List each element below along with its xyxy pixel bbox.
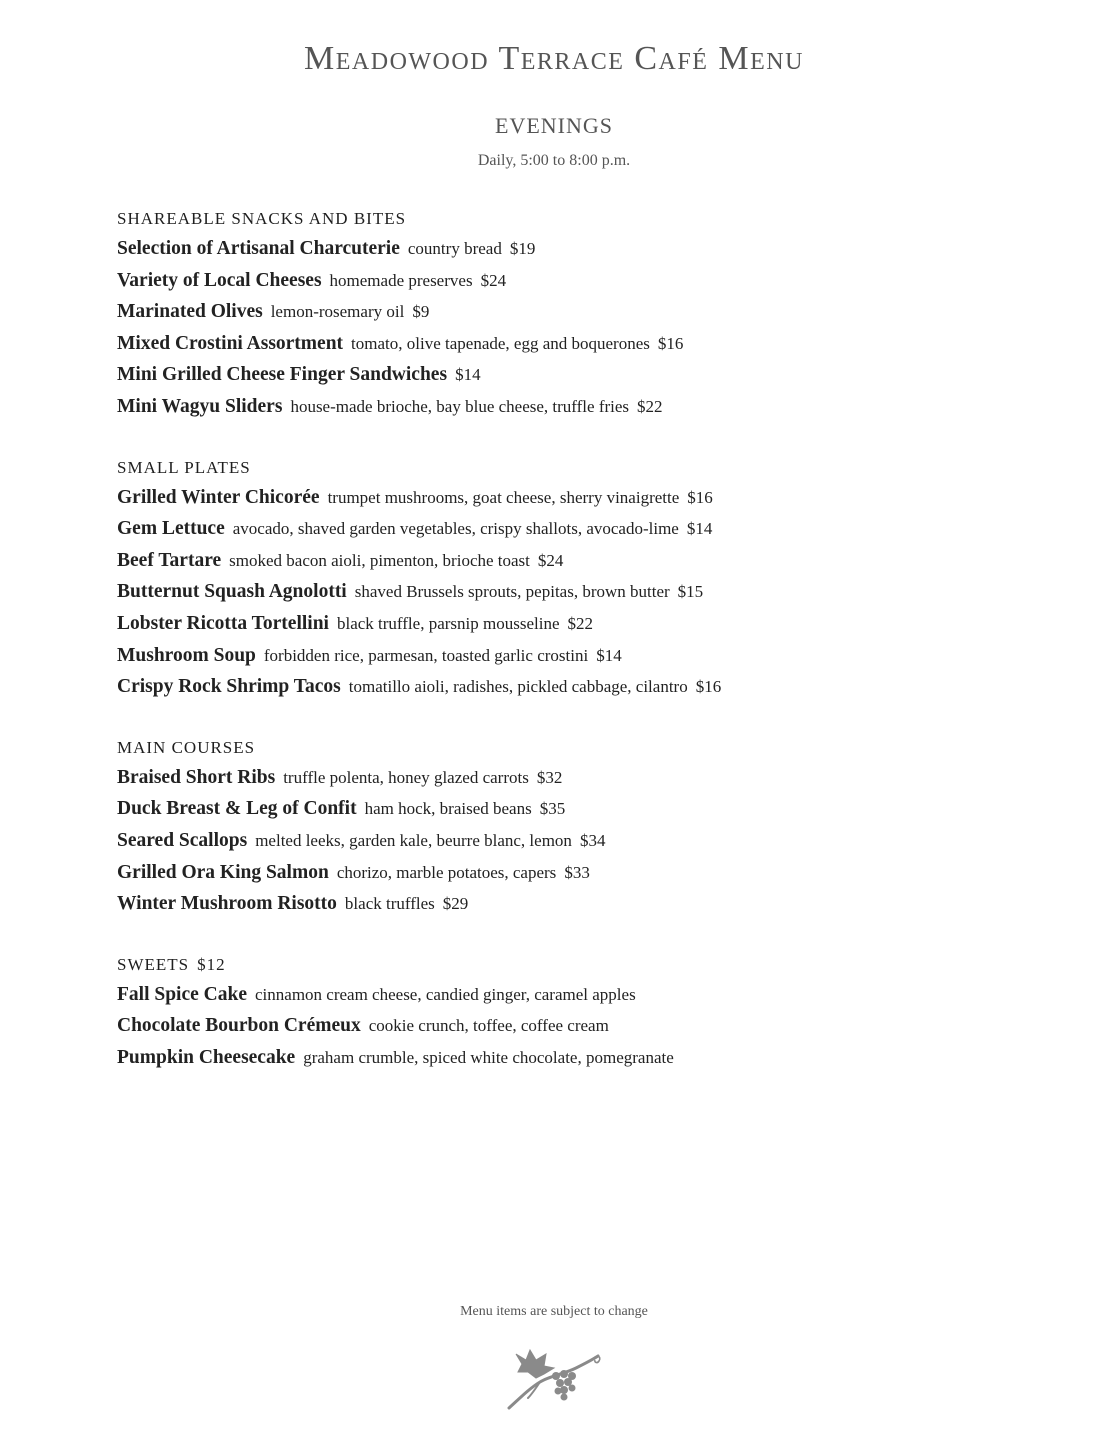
item-price: $14 [596,645,622,665]
menu-item [117,671,1017,703]
item-price: $24 [537,550,564,570]
menu-item [117,888,1017,920]
item-description: country bread [407,239,502,258]
item-price: $35 [539,799,566,819]
item-name: Gem Lettuce [117,518,225,540]
item-price: $34 [579,830,606,850]
menu-item [117,1042,1017,1074]
item-name: Beef Tartare [117,549,222,571]
item-price: $32 [536,767,563,787]
item-name: Selection of Artisanal Charcuterie [117,238,400,259]
menu-item [117,762,1017,794]
item-name: Mini Wagyu Sliders [117,395,283,417]
item-price: $14 [455,365,481,385]
menu-body [117,205,1017,1104]
item-name: Duck Breast & Leg of Confit [117,798,357,820]
item-price: $16 [687,487,713,507]
item-price: $9 [412,302,430,322]
item-description: house-made brioche, bay blue cheese, truffle fries [290,396,630,416]
section-small-plates [117,454,1017,703]
menu-item [117,825,1017,857]
section-title: MAIN COURSES [117,737,256,757]
section-title: SMALL PLATES [117,457,251,477]
service-hours: Daily, 5:00 to 8:00 p.m. [477,152,631,169]
item-name: Mini Grilled Cheese Finger Sandwiches [117,364,448,386]
item-price: $16 [695,677,722,697]
item-description: homemade preserves [329,270,473,290]
menu-item [117,979,1017,1011]
item-description: shaved Brussels sprouts, pepitas, brown butter [354,582,670,602]
item-description: graham crumble, spiced white chocolate, pomegranate [303,1047,674,1067]
menu-item [117,391,1017,423]
item-description: avocado, shaved garden vegetables, crispy shallots, avocado-lime [232,519,679,539]
section-header [117,734,1017,762]
item-price: $16 [657,333,684,353]
item-name: Grilled Ora King Salmon [117,861,329,883]
item-name: Seared Scallops [117,829,248,851]
section-header [117,951,1017,979]
section-sweets [117,951,1017,1074]
item-description: chorizo, marble potatoes, capers [336,862,557,882]
section-main-courses [117,734,1017,920]
item-price: $22 [637,396,663,416]
item-name: Variety of Local Cheeses [117,269,322,291]
menu-item [117,233,1017,265]
item-name: Winter Mushroom Risotto [117,893,337,915]
section-header [117,205,1017,233]
item-name: Crispy Rock Shrimp Tacos [117,676,341,698]
item-description: black truffle, parsnip mousseline [336,613,560,633]
menu-item [117,359,1017,391]
menu-item [117,576,1017,608]
item-description: black truffles [344,894,435,914]
service-period: EVENINGS [495,113,613,138]
item-name: Chocolate Bourbon Crémeux [117,1015,361,1037]
item-description: forbidden rice, parmesan, toasted garlic crostini [263,645,589,665]
item-description: smoked bacon aioli, pimenton, brioche toast [229,550,530,570]
section-header [117,454,1017,482]
footer-note: Menu items are subject to change [460,1304,648,1319]
item-description: trumpet mushrooms, goat cheese, sherry vinaigrette [327,487,680,507]
section-shareable [117,205,1017,423]
item-name: Pumpkin Cheesecake [117,1046,296,1068]
section-price: $12 [197,954,226,974]
item-price: $15 [677,582,704,602]
menu-title: Meadowood Terrace Café Menu [304,40,804,77]
menu-item [117,328,1017,360]
item-name: Marinated Olives [117,301,263,323]
section-title: SWEETS [117,954,190,974]
menu-item [117,640,1017,672]
item-name: Fall Spice Cake [117,983,247,1005]
item-name: Butternut Squash Agnolotti [117,581,347,603]
item-price: $19 [509,239,536,258]
item-name: Grilled Winter Chicorée [117,486,320,508]
menu-item [117,608,1017,640]
item-price: $24 [480,270,507,290]
item-name: Lobster Ricotta Tortellini [117,612,329,634]
menu-item [117,545,1017,577]
item-name: Mixed Crostini Assortment [117,332,344,354]
menu-item [117,482,1017,514]
grapevine-icon [506,1346,602,1412]
item-price: $29 [442,894,469,914]
item-price: $14 [686,519,713,539]
menu-item [117,1010,1017,1042]
item-price: $22 [567,613,593,633]
item-description: cookie crunch, toffee, coffee cream [368,1016,609,1036]
menu-item [117,513,1017,545]
menu-item [117,265,1017,297]
menu-item [117,857,1017,889]
menu-item [117,793,1017,825]
item-name: Mushroom Soup [117,644,256,666]
item-description: tomato, olive tapenade, egg and boquerones [351,333,650,353]
item-description: cinnamon cream cheese, candied ginger, caramel apples [255,984,636,1004]
item-description: ham hock, braised beans [364,799,532,819]
menu-item [117,296,1017,328]
item-price: $33 [564,862,590,882]
item-description: tomatillo aioli, radishes, pickled cabbage, cilantro [348,677,688,697]
item-description: melted leeks, garden kale, beurre blanc, lemon [255,830,572,850]
item-name: Braised Short Ribs [117,766,276,788]
item-description: lemon-rosemary oil [270,302,405,322]
item-description: truffle polenta, honey glazed carrots [283,767,529,787]
section-title: SHAREABLE SNACKS AND BITES [117,209,407,228]
